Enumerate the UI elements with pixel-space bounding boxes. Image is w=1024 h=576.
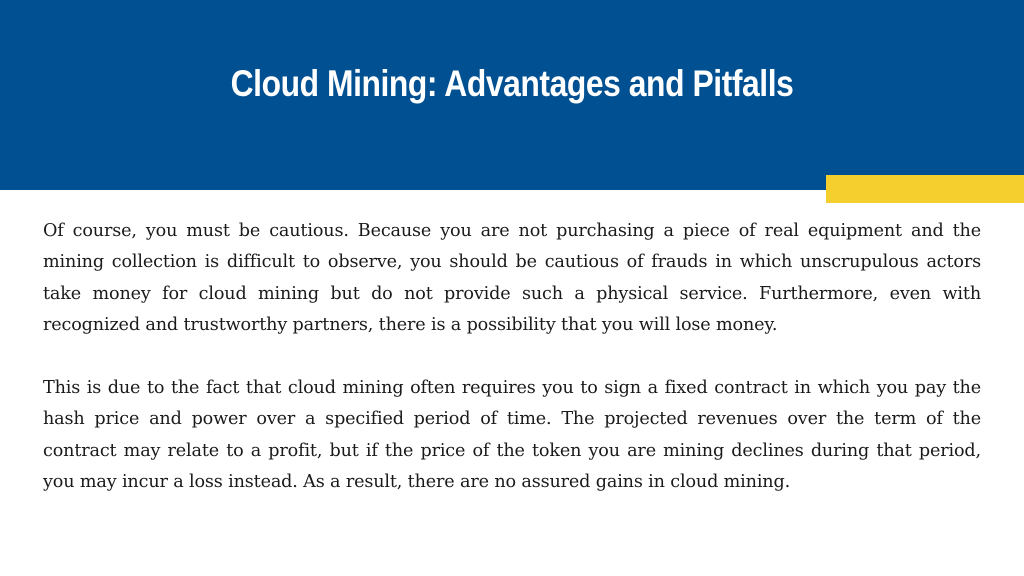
slide-title: Cloud Mining: Advantages and Pitfalls	[230, 63, 794, 104]
accent-bar	[826, 175, 1024, 203]
body-paragraph-1: Of course, you must be cautious. Because you are not purchasing a piece of real equipment and the mining collection is difficult to observe, you should be cautious of frauds in which unscrupulous actors take money for cloud mining but do not provide such a physical service. Furthermore, even with recognized and trustworthy partners, there is a possibility that you will lose money.	[43, 221, 981, 336]
slide-body	[43, 216, 981, 530]
body-paragraph-2: This is due to the fact that cloud mining often requires you to sign a fixed contract in which you pay the hash price and power over a specified period of time. The projected revenues over the term of the contract may relate to a profit, but if the price of the token you are mining declines during that period, you may incur a loss instead. As a result, there are no assured gains in cloud mining.	[43, 378, 981, 493]
